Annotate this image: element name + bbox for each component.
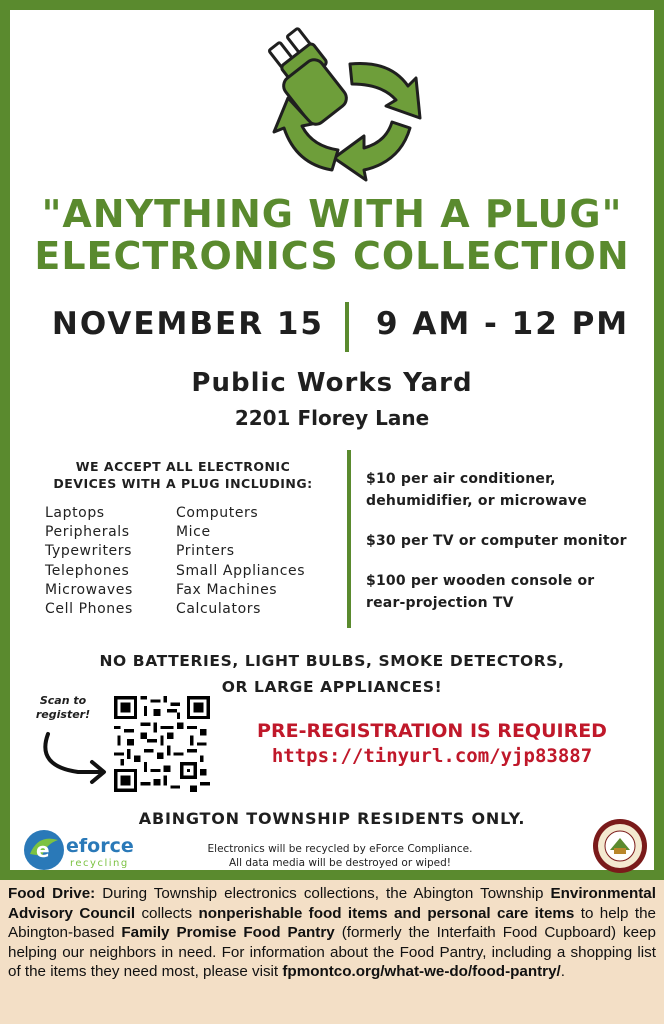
food-drive-council: Environmental Advisory Council [8, 885, 656, 922]
recycling-note [160, 842, 520, 870]
fee-item [366, 468, 656, 512]
fee-line: $100 per wooden console or [366, 573, 595, 589]
eforce-brand: eforce [66, 835, 134, 857]
registration-link[interactable]: https://tinyurl.com/yjp83887 [271, 745, 593, 767]
food-drive-text: . [560, 963, 565, 980]
list-item: Laptops [45, 505, 105, 521]
accepted-items-column-2 [176, 504, 305, 619]
food-drive-text: (formerly the Interfaith Food Cupboard) keep helping our neighbors in need. For information about the Food Pantry, including a shopping list of the items they need most, please visit [8, 924, 656, 980]
fee-line: $10 per air conditioner, [366, 471, 556, 487]
list-item: Computers [176, 505, 259, 521]
preregistration-required: PRE-REGISTRATION IS REQUIRED [257, 720, 607, 742]
list-item: Small Appliances [176, 562, 306, 579]
food-pantry-link[interactable]: fpmontco.org/what-we-do/food-pantry/ [282, 963, 561, 980]
curved-arrow-icon [34, 726, 114, 786]
eforce-recycling-logo [20, 826, 150, 874]
food-drive-items: nonperishable food items and personal care items [198, 904, 575, 922]
fee-item [366, 570, 656, 614]
plug-recycle-icon [240, 24, 440, 184]
event-date: NOVEMBER 15 [51, 306, 324, 342]
event-title-line1: "ANYTHING WITH A PLUG" [41, 192, 623, 236]
township-seal-icon [592, 818, 648, 874]
list-item: Calculators [176, 601, 261, 618]
eforce-sub: recycling [70, 858, 129, 869]
date-time-bar [10, 302, 654, 352]
food-drive-text: to help the Abington-based [8, 904, 656, 941]
list-item: Typewriters [45, 543, 133, 560]
list-item: Peripherals [45, 524, 130, 541]
list-item: Printers [176, 543, 235, 560]
scan-line2: register! [35, 708, 91, 721]
venue-address: 2201 Florey Lane [234, 406, 430, 430]
preregistration-notice [232, 719, 632, 769]
event-time: 9 AM - 12 PM [376, 306, 630, 342]
list-item: Fax Machines [176, 581, 278, 598]
fee-item [366, 530, 656, 552]
accepted-items-column-1 [45, 504, 133, 619]
exclusions-warning [10, 648, 654, 700]
food-drive-text: collects [135, 904, 199, 922]
recycling-note-line2: All data media will be destroyed or wiped! [228, 857, 451, 869]
residents-only-notice: ABINGTON TOWNSHIP RESIDENTS ONLY. [138, 809, 526, 828]
accepted-devices-heading [48, 458, 318, 492]
fee-line: rear-projection TV [366, 595, 514, 611]
scan-line1: Scan to [39, 694, 87, 707]
list-item: Telephones [45, 562, 130, 579]
list-item: Microwaves [45, 581, 133, 598]
scan-to-register-label [28, 694, 98, 722]
venue-name: Public Works Yard [191, 368, 473, 398]
food-drive-label: Food Drive: [8, 885, 96, 902]
warning-line2: OR LARGE APPLIANCES! [221, 678, 443, 696]
warning-line1: NO BATTERIES, LIGHT BULBS, SMOKE DETECTORS, [99, 652, 565, 670]
column-divider [347, 450, 351, 628]
fee-line: dehumidifier, or microwave [366, 493, 587, 509]
recycling-note-line1: Electronics will be recycled by eForce Compliance. [207, 843, 473, 855]
fee-list [366, 468, 656, 632]
qr-code[interactable] [114, 696, 210, 792]
list-item: Cell Phones [45, 601, 133, 618]
food-drive-text: During Township electronics collections, the Abington Township [95, 885, 551, 902]
food-drive-notice [0, 880, 664, 1024]
fee-line: $30 per TV or computer monitor [366, 533, 627, 549]
accept-heading-line2: DEVICES WITH A PLUG INCLUDING: [53, 476, 313, 491]
svg-text:e: e [36, 838, 50, 862]
accept-heading-line1: WE ACCEPT ALL ELECTRONIC [75, 459, 291, 474]
event-title-line2: ELECTRONICS COLLECTION [34, 234, 630, 278]
food-drive-pantry: Family Promise Food Pantry [121, 924, 335, 941]
date-divider [345, 302, 349, 352]
list-item: Mice [176, 524, 211, 541]
